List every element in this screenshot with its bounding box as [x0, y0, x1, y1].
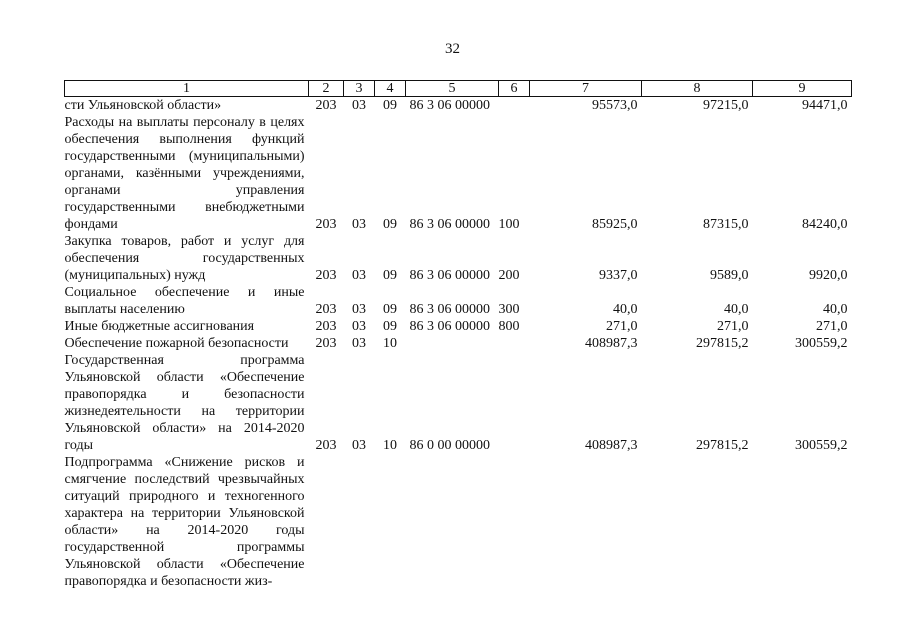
row-amount-8: 271,0	[717, 319, 749, 334]
row-amount-7: 9337,0	[599, 268, 638, 283]
row-amount-9: 9920,0	[809, 268, 848, 283]
row-amount-7: 271,0	[606, 319, 638, 334]
row-code-ministry: 203	[315, 336, 337, 351]
row-description: Расходы на выплаты персоналу в целях обеспечения выполнения функций государственными (муниципальными) органами, казёнными учреждениями, органами управления государственными внебюджетными фондами	[64, 115, 305, 232]
row-code-ministry	[309, 454, 344, 590]
column-header: 7	[530, 81, 642, 97]
column-header: 4	[375, 81, 406, 97]
row-code-ministry: 203	[315, 319, 337, 334]
row-description: Государственная программа Ульяновской области «Обеспечение правопорядка и безопасности жизнедеятельности на территории Ульяновской области» на 2014-2020 годы	[64, 353, 305, 453]
row-code-target	[406, 335, 499, 352]
row-code-target: 86 3 06 00000	[409, 319, 490, 334]
row-code-expense-type: 200	[498, 268, 520, 283]
row-description: Подпрограмма «Снижение рисков и смягчение последствий чрезвычайных ситуаций природного и техногенного характера на территории Ульяновской области» на 2014-2020 годы государственной программы Ульяновской области «Обеспечение правопорядка и безопасности жиз-	[64, 455, 305, 589]
row-amount-7: 408987,3	[585, 336, 638, 351]
budget-table	[64, 80, 852, 590]
page-number: 32	[445, 41, 460, 57]
row-code-expense-type	[499, 335, 530, 352]
row-amount-9: 40,0	[823, 302, 848, 317]
table-header-row	[65, 81, 852, 97]
row-code-ministry: 203	[315, 302, 337, 317]
row-amount-9: 300559,2	[795, 438, 848, 453]
row-description: сти Ульяновской области»	[64, 98, 222, 113]
row-code-expense-type: 300	[498, 302, 520, 317]
row-code-subsection: 10	[383, 336, 397, 351]
row-code-subsection: 09	[383, 302, 397, 317]
row-code-ministry: 203	[315, 98, 337, 113]
row-amount-7: 408987,3	[585, 438, 638, 453]
row-amount-8: 87315,0	[703, 217, 749, 232]
row-amount-9: 94471,0	[802, 98, 848, 113]
row-amount-8: 297815,2	[696, 438, 749, 453]
table-row	[65, 233, 852, 284]
row-amount-7: 95573,0	[592, 98, 638, 113]
row-amount-8: 40,0	[724, 302, 749, 317]
column-header: 1	[65, 81, 309, 97]
row-description: Социальное обеспечение и иные выплаты населению	[64, 285, 305, 317]
row-code-ministry: 203	[315, 217, 337, 232]
column-header: 5	[406, 81, 499, 97]
row-code-section: 03	[352, 268, 366, 283]
table-row	[65, 352, 852, 454]
row-code-section: 03	[352, 98, 366, 113]
row-description: Иные бюджетные ассигнования	[64, 319, 255, 334]
row-code-subsection: 09	[383, 217, 397, 232]
row-description: Обеспечение пожарной безопасности	[64, 336, 289, 351]
row-amount-7	[530, 454, 642, 590]
row-code-ministry: 203	[315, 268, 337, 283]
column-header: 2	[309, 81, 344, 97]
row-code-subsection: 09	[383, 319, 397, 334]
row-code-target: 86 0 00 00000	[409, 438, 490, 453]
table-row	[65, 318, 852, 335]
row-code-target: 86 3 06 00000	[409, 268, 490, 283]
row-amount-8: 9589,0	[710, 268, 749, 283]
row-code-subsection	[375, 454, 406, 590]
row-amount-9	[753, 454, 852, 590]
row-amount-8: 297815,2	[696, 336, 749, 351]
column-header: 9	[753, 81, 852, 97]
column-header: 8	[642, 81, 753, 97]
row-code-expense-type	[499, 97, 530, 115]
row-code-section: 03	[352, 336, 366, 351]
table-row	[65, 97, 852, 115]
row-code-target	[406, 454, 499, 590]
row-code-target: 86 3 06 00000	[409, 302, 490, 317]
row-code-expense-type: 800	[498, 319, 520, 334]
row-amount-8: 97215,0	[703, 98, 749, 113]
column-header: 6	[499, 81, 530, 97]
row-amount-8	[642, 454, 753, 590]
table-row	[65, 114, 852, 233]
row-code-subsection: 09	[383, 98, 397, 113]
column-header: 3	[344, 81, 375, 97]
row-code-section: 03	[352, 217, 366, 232]
row-code-ministry: 203	[315, 438, 337, 453]
row-amount-9: 300559,2	[795, 336, 848, 351]
row-code-subsection: 10	[383, 438, 397, 453]
row-code-section	[344, 454, 375, 590]
row-code-expense-type	[499, 352, 530, 454]
row-code-section: 03	[352, 302, 366, 317]
table-body	[65, 97, 852, 591]
row-code-subsection: 09	[383, 268, 397, 283]
table-row	[65, 454, 852, 590]
row-amount-9: 84240,0	[802, 217, 848, 232]
row-code-target: 86 3 06 00000	[409, 217, 490, 232]
row-code-expense-type	[499, 454, 530, 590]
row-amount-7: 40,0	[613, 302, 638, 317]
row-amount-9: 271,0	[816, 319, 848, 334]
table-row	[65, 335, 852, 352]
table-row	[65, 284, 852, 318]
row-code-section: 03	[352, 319, 366, 334]
row-code-section: 03	[352, 438, 366, 453]
row-description: Закупка товаров, работ и услуг для обеспечения государственных (муниципальных) нужд	[64, 234, 305, 283]
row-code-expense-type: 100	[498, 217, 520, 232]
row-amount-7: 85925,0	[592, 217, 638, 232]
row-code-target: 86 3 06 00000	[409, 98, 490, 113]
